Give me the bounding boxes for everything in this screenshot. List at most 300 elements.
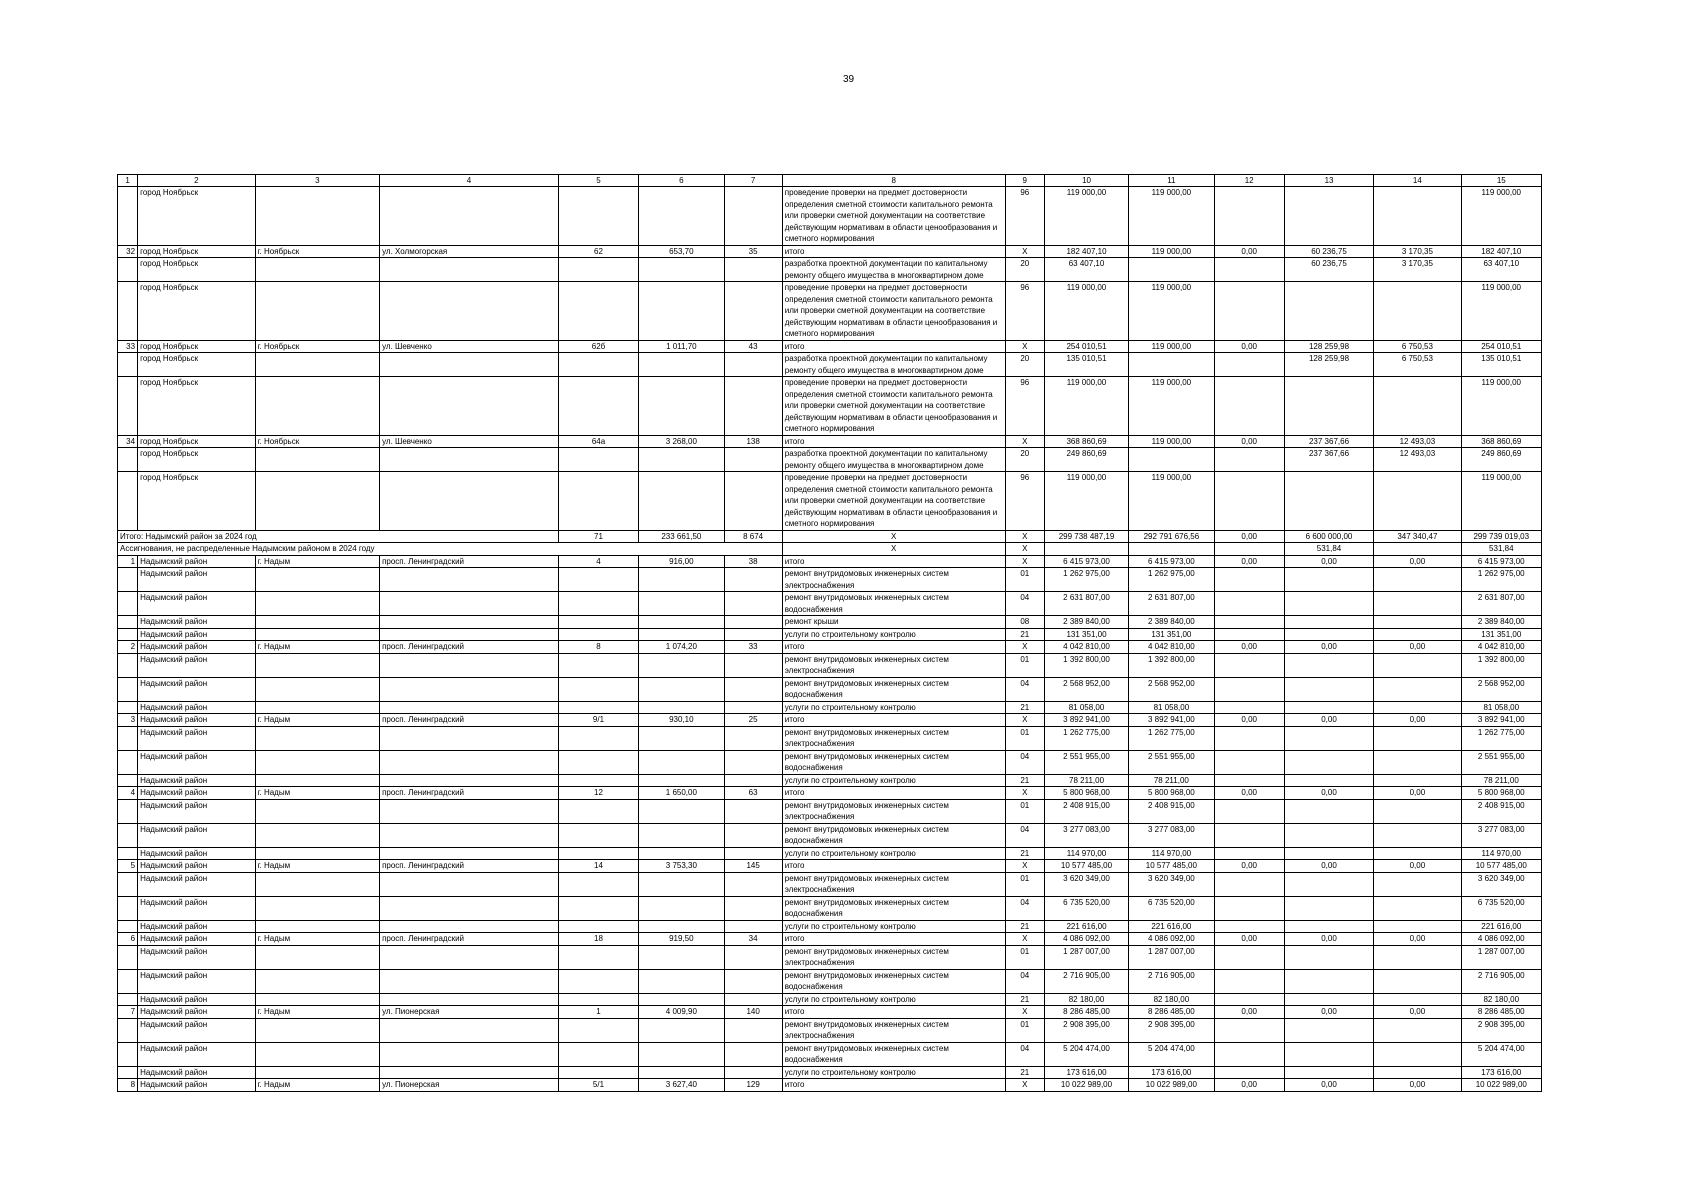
settlement xyxy=(255,353,380,377)
total-cost: 3 620 349,00 xyxy=(1044,872,1128,896)
item-number: 32 xyxy=(118,245,138,258)
total-cost: 1 262 975,00 xyxy=(1044,568,1128,592)
settlement: г. Надым xyxy=(255,933,380,946)
grand-total: 10 022 989,00 xyxy=(1461,1079,1541,1092)
street: просп. Ленинградский xyxy=(380,933,559,946)
grand-total: 6 415 973,00 xyxy=(1461,555,1541,568)
street: просп. Ленинградский xyxy=(380,555,559,568)
work-code: X xyxy=(1005,787,1044,800)
local-budget: 0,00 xyxy=(1284,787,1373,800)
house-number: 1 xyxy=(558,1006,638,1019)
residents xyxy=(724,945,782,969)
settlement xyxy=(255,187,380,246)
budget-cost xyxy=(1214,750,1284,774)
settlement: г. Надым xyxy=(255,1079,380,1092)
grand-total: 5 204 474,00 xyxy=(1461,1042,1541,1066)
grand-total: 1 262 975,00 xyxy=(1461,568,1541,592)
budget-cost xyxy=(1214,472,1284,531)
table-row xyxy=(118,340,1542,353)
street xyxy=(380,799,559,823)
work-type: ремонт внутридомовых инженерных систем электроснабжения xyxy=(782,568,1005,592)
fund-cost: 82 180,00 xyxy=(1129,993,1214,1006)
settlement xyxy=(255,993,380,1006)
settlement xyxy=(255,774,380,787)
work-code: 04 xyxy=(1005,1042,1044,1066)
column-number-12: 12 xyxy=(1214,175,1284,187)
work-type: итого xyxy=(782,340,1005,353)
item-number xyxy=(118,472,138,531)
item-number xyxy=(118,353,138,377)
fund-cost: 221 616,00 xyxy=(1129,920,1214,933)
budget-cost: 0,00 xyxy=(1214,860,1284,873)
item-number: 4 xyxy=(118,787,138,800)
area xyxy=(639,920,724,933)
budget-cost xyxy=(1214,543,1284,556)
owners-funds: 6 750,53 xyxy=(1374,340,1461,353)
local-budget: 128 259,98 xyxy=(1284,340,1373,353)
settlement xyxy=(255,258,380,282)
work-type: итого xyxy=(782,245,1005,258)
local-budget xyxy=(1284,750,1373,774)
local-budget: 128 259,98 xyxy=(1284,353,1373,377)
grand-total: 368 860,69 xyxy=(1461,435,1541,448)
table-row xyxy=(118,448,1542,472)
budget-cost xyxy=(1214,823,1284,847)
total-cost: 114 970,00 xyxy=(1044,847,1128,860)
local-budget xyxy=(1284,677,1373,701)
fund-cost: 2 408 915,00 xyxy=(1129,799,1214,823)
column-number-1: 1 xyxy=(118,175,138,187)
area xyxy=(639,1066,724,1079)
municipality: Надымский район xyxy=(138,653,255,677)
street xyxy=(380,1018,559,1042)
settlement xyxy=(255,1066,380,1079)
total-cost: 119 000,00 xyxy=(1044,187,1128,246)
street: ул. Шевченко xyxy=(380,340,559,353)
work-code: 04 xyxy=(1005,896,1044,920)
house-number xyxy=(558,1042,638,1066)
municipality: Надымский район xyxy=(138,726,255,750)
house-number xyxy=(558,258,638,282)
local-budget xyxy=(1284,726,1373,750)
total-cost: 221 616,00 xyxy=(1044,920,1128,933)
column-number-15: 15 xyxy=(1461,175,1541,187)
residents xyxy=(724,616,782,629)
local-budget xyxy=(1284,993,1373,1006)
work-code: 04 xyxy=(1005,677,1044,701)
table-row xyxy=(118,543,1542,556)
residents xyxy=(724,750,782,774)
local-budget xyxy=(1284,1066,1373,1079)
total-cost: 3 277 083,00 xyxy=(1044,823,1128,847)
street xyxy=(380,677,559,701)
residents xyxy=(724,847,782,860)
work-type: ремонт крыши xyxy=(782,616,1005,629)
municipality: Надымский район xyxy=(138,1018,255,1042)
owners-funds: 12 493,03 xyxy=(1374,435,1461,448)
fund-cost: 1 262 975,00 xyxy=(1129,568,1214,592)
column-number-13: 13 xyxy=(1284,175,1373,187)
street xyxy=(380,701,559,714)
grand-total: 82 180,00 xyxy=(1461,993,1541,1006)
fund-cost: 4 042 810,00 xyxy=(1129,641,1214,654)
area xyxy=(639,187,724,246)
owners-funds xyxy=(1374,847,1461,860)
grand-total: 5 800 968,00 xyxy=(1461,787,1541,800)
owners-funds xyxy=(1374,750,1461,774)
budget-cost: 0,00 xyxy=(1214,530,1284,543)
owners-funds xyxy=(1374,1066,1461,1079)
work-code: X xyxy=(1005,543,1044,556)
budget-cost: 0,00 xyxy=(1214,555,1284,568)
budget-cost: 0,00 xyxy=(1214,1079,1284,1092)
work-code: X xyxy=(1005,555,1044,568)
work-code: 21 xyxy=(1005,993,1044,1006)
item-number xyxy=(118,701,138,714)
grand-total: 2 408 915,00 xyxy=(1461,799,1541,823)
fund-cost: 119 000,00 xyxy=(1129,245,1214,258)
house-number xyxy=(558,187,638,246)
work-type: итого xyxy=(782,787,1005,800)
settlement xyxy=(255,472,380,531)
fund-cost: 5 204 474,00 xyxy=(1129,1042,1214,1066)
owners-funds xyxy=(1374,628,1461,641)
table-row xyxy=(118,933,1542,946)
work-code: 04 xyxy=(1005,823,1044,847)
table-row xyxy=(118,258,1542,282)
grand-total: 63 407,10 xyxy=(1461,258,1541,282)
column-number-4: 4 xyxy=(380,175,559,187)
owners-funds xyxy=(1374,282,1461,341)
column-number-7: 7 xyxy=(724,175,782,187)
fund-cost: 5 800 968,00 xyxy=(1129,787,1214,800)
local-budget: 0,00 xyxy=(1284,714,1373,727)
grand-total: 119 000,00 xyxy=(1461,282,1541,341)
residents xyxy=(724,993,782,1006)
item-number xyxy=(118,847,138,860)
house-number xyxy=(558,472,638,531)
item-number xyxy=(118,653,138,677)
municipality: город Ноябрьск xyxy=(138,187,255,246)
work-code: 21 xyxy=(1005,774,1044,787)
owners-funds xyxy=(1374,799,1461,823)
item-number xyxy=(118,258,138,282)
street xyxy=(380,1042,559,1066)
settlement: г. Надым xyxy=(255,860,380,873)
work-type: разработка проектной документации по капитальному ремонту общего имущества в многоквартирном доме xyxy=(782,258,1005,282)
municipality: Надымский район xyxy=(138,1042,255,1066)
residents: 129 xyxy=(724,1079,782,1092)
fund-cost: 119 000,00 xyxy=(1129,377,1214,436)
fund-cost: 10 022 989,00 xyxy=(1129,1079,1214,1092)
table-row xyxy=(118,860,1542,873)
street xyxy=(380,628,559,641)
residents xyxy=(724,1066,782,1079)
house-number xyxy=(558,1018,638,1042)
item-number: 7 xyxy=(118,1006,138,1019)
budget-cost xyxy=(1214,187,1284,246)
house-number: 62 xyxy=(558,245,638,258)
table-header-row xyxy=(118,175,1542,187)
work-type: ремонт внутридомовых инженерных систем электроснабжения xyxy=(782,1018,1005,1042)
area: 1 011,70 xyxy=(639,340,724,353)
grand-total: 2 389 840,00 xyxy=(1461,616,1541,629)
item-number xyxy=(118,993,138,1006)
work-code: 21 xyxy=(1005,847,1044,860)
area: 653,70 xyxy=(639,245,724,258)
fund-cost: 3 620 349,00 xyxy=(1129,872,1214,896)
local-budget: 531,84 xyxy=(1284,543,1373,556)
area: 3 268,00 xyxy=(639,435,724,448)
budget-cost xyxy=(1214,799,1284,823)
owners-funds: 3 170,35 xyxy=(1374,245,1461,258)
owners-funds: 0,00 xyxy=(1374,641,1461,654)
house-number: 64а xyxy=(558,435,638,448)
owners-funds: 0,00 xyxy=(1374,555,1461,568)
settlement xyxy=(255,847,380,860)
work-code: X xyxy=(1005,245,1044,258)
area xyxy=(639,616,724,629)
column-number-11: 11 xyxy=(1129,175,1214,187)
table-row xyxy=(118,1018,1542,1042)
work-code: X xyxy=(1005,641,1044,654)
settlement: г. Надым xyxy=(255,555,380,568)
work-code: 01 xyxy=(1005,945,1044,969)
work-type: итого xyxy=(782,555,1005,568)
municipality: город Ноябрьск xyxy=(138,435,255,448)
work-type: проведение проверки на предмет достоверности определения сметной стоимости капитального ремонта или проверки сметной документации на соответствие действующим нормативам в области ценообразования и сметного нормирования xyxy=(782,377,1005,436)
grand-total: 2 568 952,00 xyxy=(1461,677,1541,701)
settlement xyxy=(255,726,380,750)
budget-cost: 0,00 xyxy=(1214,340,1284,353)
work-type: ремонт внутридомовых инженерных систем электроснабжения xyxy=(782,653,1005,677)
owners-funds: 0,00 xyxy=(1374,933,1461,946)
item-number xyxy=(118,448,138,472)
fund-cost xyxy=(1129,353,1214,377)
owners-funds xyxy=(1374,969,1461,993)
house-number xyxy=(558,653,638,677)
work-code: 20 xyxy=(1005,448,1044,472)
table-row xyxy=(118,1042,1542,1066)
grand-total: 119 000,00 xyxy=(1461,377,1541,436)
residents: 145 xyxy=(724,860,782,873)
work-code: 20 xyxy=(1005,258,1044,282)
total-cost: 4 042 810,00 xyxy=(1044,641,1128,654)
fund-cost: 3 277 083,00 xyxy=(1129,823,1214,847)
table-row xyxy=(118,726,1542,750)
work-type: X xyxy=(782,530,1005,543)
local-budget xyxy=(1284,872,1373,896)
street xyxy=(380,726,559,750)
house-number xyxy=(558,750,638,774)
item-number: 33 xyxy=(118,340,138,353)
owners-funds xyxy=(1374,653,1461,677)
total-cost: 254 010,51 xyxy=(1044,340,1128,353)
owners-funds xyxy=(1374,993,1461,1006)
grand-total: 2 716 905,00 xyxy=(1461,969,1541,993)
area xyxy=(639,568,724,592)
work-code: 21 xyxy=(1005,701,1044,714)
municipality: Надымский район xyxy=(138,860,255,873)
street: просп. Ленинградский xyxy=(380,641,559,654)
table-row xyxy=(118,555,1542,568)
work-code: X xyxy=(1005,340,1044,353)
item-number: 34 xyxy=(118,435,138,448)
table-row xyxy=(118,714,1542,727)
item-number xyxy=(118,616,138,629)
work-type: ремонт внутридомовых инженерных систем электроснабжения xyxy=(782,872,1005,896)
grand-total: 119 000,00 xyxy=(1461,187,1541,246)
house-number xyxy=(558,568,638,592)
total-cost: 82 180,00 xyxy=(1044,993,1128,1006)
local-budget xyxy=(1284,628,1373,641)
area xyxy=(639,1018,724,1042)
house-number xyxy=(558,799,638,823)
budget-cost: 0,00 xyxy=(1214,787,1284,800)
table-row xyxy=(118,653,1542,677)
owners-funds xyxy=(1374,187,1461,246)
municipality: Надымский район xyxy=(138,616,255,629)
settlement xyxy=(255,1042,380,1066)
table-row xyxy=(118,787,1542,800)
table-row xyxy=(118,616,1542,629)
work-code: 01 xyxy=(1005,799,1044,823)
municipality: Надымский район xyxy=(138,920,255,933)
grand-total: 254 010,51 xyxy=(1461,340,1541,353)
residents xyxy=(724,701,782,714)
grand-total: 3 620 349,00 xyxy=(1461,872,1541,896)
item-number: 8 xyxy=(118,1079,138,1092)
item-number xyxy=(118,377,138,436)
street: ул. Шевченко xyxy=(380,435,559,448)
area xyxy=(639,872,724,896)
area xyxy=(639,282,724,341)
work-code: 04 xyxy=(1005,592,1044,616)
fund-cost: 292 791 676,56 xyxy=(1129,530,1214,543)
municipality: Надымский район xyxy=(138,701,255,714)
table-row xyxy=(118,945,1542,969)
work-type: разработка проектной документации по капитальному ремонту общего имущества в многоквартирном доме xyxy=(782,353,1005,377)
grand-total: 3 277 083,00 xyxy=(1461,823,1541,847)
total-cost: 1 392 800,00 xyxy=(1044,653,1128,677)
budget-cost xyxy=(1214,616,1284,629)
local-budget: 237 367,66 xyxy=(1284,448,1373,472)
total-cost: 6 415 973,00 xyxy=(1044,555,1128,568)
street xyxy=(380,568,559,592)
total-cost: 2 389 840,00 xyxy=(1044,616,1128,629)
fund-cost: 173 616,00 xyxy=(1129,1066,1214,1079)
area: 3 627,40 xyxy=(639,1079,724,1092)
budget-cost xyxy=(1214,353,1284,377)
owners-funds xyxy=(1374,543,1461,556)
column-number-2: 2 xyxy=(138,175,255,187)
budget-cost xyxy=(1214,653,1284,677)
column-number-6: 6 xyxy=(639,175,724,187)
settlement xyxy=(255,823,380,847)
grand-total: 299 739 019,03 xyxy=(1461,530,1541,543)
table-row xyxy=(118,701,1542,714)
settlement: г. Надым xyxy=(255,787,380,800)
work-type: итого xyxy=(782,860,1005,873)
area xyxy=(639,628,724,641)
house-number xyxy=(558,677,638,701)
street xyxy=(380,993,559,1006)
fund-cost: 2 551 955,00 xyxy=(1129,750,1214,774)
budget-cost xyxy=(1214,282,1284,341)
budget-cost xyxy=(1214,726,1284,750)
residents xyxy=(724,1018,782,1042)
item-number xyxy=(118,187,138,246)
grand-total: 131 351,00 xyxy=(1461,628,1541,641)
owners-funds xyxy=(1374,568,1461,592)
budget-cost xyxy=(1214,1018,1284,1042)
municipality: Надымский район xyxy=(138,896,255,920)
municipality: Надымский район xyxy=(138,799,255,823)
street xyxy=(380,969,559,993)
grand-total: 3 892 941,00 xyxy=(1461,714,1541,727)
work-code: 21 xyxy=(1005,920,1044,933)
house-number xyxy=(558,726,638,750)
area xyxy=(639,353,724,377)
fund-cost: 2 716 905,00 xyxy=(1129,969,1214,993)
local-budget xyxy=(1284,920,1373,933)
fund-cost xyxy=(1129,258,1214,282)
municipality: город Ноябрьск xyxy=(138,282,255,341)
column-number-5: 5 xyxy=(558,175,638,187)
column-number-8: 8 xyxy=(782,175,1005,187)
table-row xyxy=(118,592,1542,616)
table-row xyxy=(118,435,1542,448)
area xyxy=(639,847,724,860)
settlement xyxy=(255,969,380,993)
house-number xyxy=(558,774,638,787)
residents xyxy=(724,472,782,531)
municipality: Надымский район xyxy=(138,641,255,654)
house-number: 4 xyxy=(558,555,638,568)
area xyxy=(639,677,724,701)
grand-total: 182 407,10 xyxy=(1461,245,1541,258)
street xyxy=(380,872,559,896)
settlement xyxy=(255,653,380,677)
residents xyxy=(724,799,782,823)
work-type: услуги по строительному контролю xyxy=(782,993,1005,1006)
residents: 34 xyxy=(724,933,782,946)
local-budget xyxy=(1284,1018,1373,1042)
area xyxy=(639,945,724,969)
house-number xyxy=(558,282,638,341)
house-number xyxy=(558,628,638,641)
house-number xyxy=(558,896,638,920)
street xyxy=(380,258,559,282)
residents: 8 674 xyxy=(724,530,782,543)
house-number: 14 xyxy=(558,860,638,873)
area xyxy=(639,1042,724,1066)
street xyxy=(380,750,559,774)
residents xyxy=(724,896,782,920)
owners-funds: 0,00 xyxy=(1374,714,1461,727)
area xyxy=(639,701,724,714)
house-number xyxy=(558,448,638,472)
fund-cost: 1 392 800,00 xyxy=(1129,653,1214,677)
work-code: X xyxy=(1005,530,1044,543)
local-budget xyxy=(1284,616,1373,629)
work-type: итого xyxy=(782,714,1005,727)
settlement xyxy=(255,920,380,933)
area xyxy=(639,258,724,282)
residents xyxy=(724,377,782,436)
area: 3 753,30 xyxy=(639,860,724,873)
item-number xyxy=(118,920,138,933)
